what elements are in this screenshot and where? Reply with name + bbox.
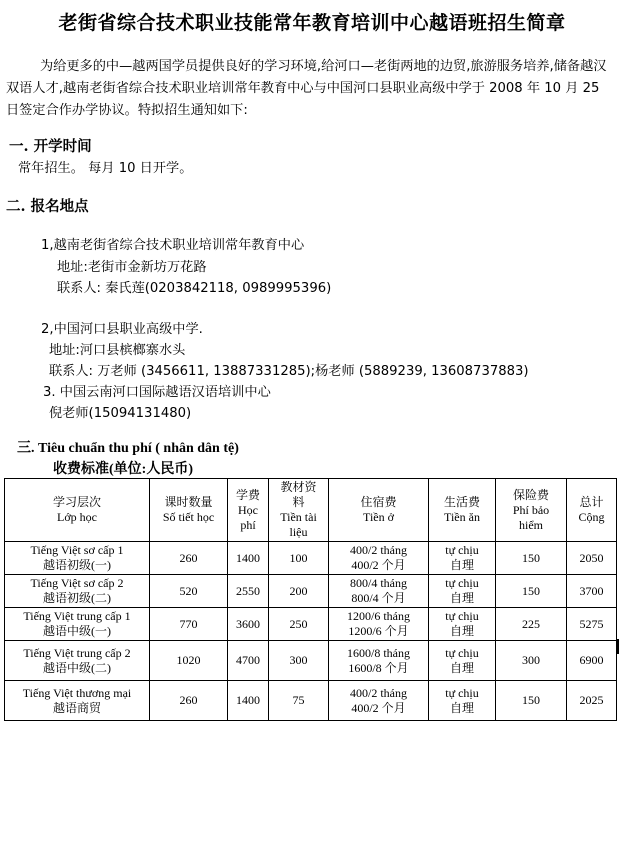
header-hours — [150, 479, 228, 542]
cell-line: tự chịu — [445, 685, 479, 700]
cell-materials: 100 — [269, 542, 329, 575]
section-3-heading: 三. Tiêu chuẩn thu phí ( nhân dân tệ) — [17, 441, 239, 456]
cell-line: 400/2 tháng — [350, 543, 407, 557]
cell-line: Tiếng Việt trung cấp 2 — [23, 645, 131, 660]
cell-living — [429, 575, 496, 608]
cell-total: 3700 — [567, 575, 617, 608]
table-row — [5, 575, 617, 608]
header-line: Phí bảo — [512, 502, 550, 517]
location-3-name: 3. 中国云南河口国际越语汉语培训中心 — [43, 385, 271, 400]
cell-line: Tiếng Việt thương mại — [22, 685, 132, 700]
cell-line: tự chịu — [445, 576, 479, 590]
cell-lodging — [329, 542, 429, 575]
cell-line: tự chịu — [445, 609, 479, 623]
cell-tuition: 1400 — [228, 681, 269, 721]
cell-level — [5, 575, 150, 608]
cell-total: 2050 — [567, 542, 617, 575]
cell-line: Tiếng Việt sơ cấp 2 — [30, 576, 124, 590]
cell-living — [429, 641, 496, 681]
cell-tuition: 1400 — [228, 542, 269, 575]
section-2-heading: 二. 报名地点 — [6, 198, 89, 215]
location-2-contact: 联系人: 万老师 (3456611, 13887331285);杨老师 (5889239, 13608737883) — [49, 364, 529, 379]
header-line: 学习层次 — [52, 495, 101, 509]
cell-line: 1600/8 tháng — [347, 645, 410, 660]
header-line: 料 — [292, 495, 305, 509]
intro-paragraph: 为给更多的中—越两国学员提供良好的学习环境,给河口—老街两地的边贸,旅游服务培养,储备越汉双语人才,越南老街省综合技术职业培训常年教育中心与中国河口县职业高级中学于 2008 年 10 月 25 日签定合作办学协议。特拟招生通知如下: — [6, 59, 607, 118]
cell-materials: 75 — [269, 681, 329, 721]
header-living — [429, 479, 496, 542]
cell-level — [5, 681, 150, 721]
cell-line: 越语中级(二) — [43, 660, 111, 675]
header-line: 总计 — [579, 495, 604, 509]
cell-level — [5, 542, 150, 575]
cell-line: 800/4 个月 — [351, 591, 406, 605]
cell-hours: 520 — [150, 575, 228, 608]
header-lodging — [329, 479, 429, 542]
header-line: 学费 — [235, 487, 260, 502]
cell-living — [429, 542, 496, 575]
fee-table — [4, 478, 617, 721]
table-header-row — [5, 479, 617, 542]
cell-insurance: 150 — [496, 542, 567, 575]
cell-line: 越语初级(一) — [43, 558, 111, 572]
table-row — [5, 681, 617, 721]
table-row — [5, 542, 617, 575]
location-1-contact: 联系人: 秦氏莲(0203842118, 0989995396) — [57, 281, 332, 296]
table-row — [5, 641, 617, 681]
header-line: 教材资 — [280, 480, 317, 494]
cell-line: tự chịu — [445, 543, 479, 557]
cell-line: Tiếng Việt sơ cấp 1 — [30, 543, 124, 557]
cell-hours: 260 — [150, 681, 228, 721]
cell-line: 1200/6 个月 — [348, 624, 409, 638]
header-line: 住宿费 — [360, 495, 397, 509]
header-line: 保险费 — [512, 487, 549, 502]
cell-insurance: 300 — [496, 641, 567, 681]
cell-total: 2025 — [567, 681, 617, 721]
cell-tuition: 4700 — [228, 641, 269, 681]
cell-level — [5, 641, 150, 681]
cell-line: 越语商贸 — [52, 700, 101, 715]
cell-lodging — [329, 608, 429, 641]
document-title: 老街省综合技术职业技能常年教育培训中心越语班招生简章 — [58, 12, 566, 34]
cell-hours: 770 — [150, 608, 228, 641]
section-1-heading: 一. 开学时间 — [9, 138, 92, 155]
cell-materials: 250 — [269, 608, 329, 641]
cell-hours: 260 — [150, 542, 228, 575]
header-line: phí — [240, 517, 256, 532]
cell-lodging — [329, 681, 429, 721]
header-level — [5, 479, 150, 542]
cell-line: Tiếng Việt trung cấp 1 — [23, 609, 131, 623]
cell-insurance: 225 — [496, 608, 567, 641]
cell-lodging — [329, 575, 429, 608]
header-line: Lớp học — [56, 510, 97, 524]
location-1-name: 1,越南老街省综合技术职业培训常年教育中心 — [41, 238, 305, 253]
section-3-subheading: 收费标准(单位:人民币) — [53, 462, 193, 477]
table-row — [5, 608, 617, 641]
cell-line: 越语中级(一) — [43, 624, 111, 638]
cell-line: 400/2 个月 — [351, 700, 406, 715]
cell-materials: 300 — [269, 641, 329, 681]
cell-lodging — [329, 641, 429, 681]
header-line: liệu — [289, 525, 308, 539]
margin-mark — [616, 639, 619, 654]
cell-line: 自理 — [449, 591, 474, 605]
header-line: Học — [238, 502, 258, 517]
header-line: 课时数量 — [164, 495, 213, 509]
cell-insurance: 150 — [496, 681, 567, 721]
cell-tuition: 3600 — [228, 608, 269, 641]
header-line: hiểm — [519, 517, 543, 532]
header-line: Tiền ở — [363, 510, 394, 524]
location-2-address: 地址:河口县槟榔寨水头 — [49, 343, 186, 358]
cell-line: tự chịu — [445, 645, 479, 660]
cell-total: 6900 — [567, 641, 617, 681]
header-line: Tiền ăn — [444, 510, 480, 524]
section-1-text: 常年招生。 每月 10 日开学。 — [18, 161, 193, 176]
header-line: Tiền tài — [280, 510, 317, 524]
cell-line: 1200/6 tháng — [347, 609, 410, 623]
cell-total: 5275 — [567, 608, 617, 641]
cell-line: 400/2 个月 — [351, 558, 406, 572]
cell-line: 自理 — [449, 558, 474, 572]
location-2-name: 2,中国河口县职业高级中学. — [41, 322, 203, 337]
location-1-address: 地址:老街市金新坊万花路 — [57, 260, 207, 275]
header-total — [567, 479, 617, 542]
cell-level — [5, 608, 150, 641]
header-line: 生活费 — [443, 495, 480, 509]
header-line: Cộng — [578, 510, 605, 524]
cell-insurance: 150 — [496, 575, 567, 608]
header-line: Số tiết học — [162, 510, 215, 524]
cell-line: 400/2 tháng — [350, 685, 407, 700]
header-tuition — [228, 479, 269, 542]
header-insurance — [496, 479, 567, 542]
cell-line: 自理 — [449, 624, 474, 638]
location-3-contact: 倪老师(15094131480) — [49, 406, 192, 421]
cell-materials: 200 — [269, 575, 329, 608]
cell-living — [429, 608, 496, 641]
cell-hours: 1020 — [150, 641, 228, 681]
cell-line: 越语初级(二) — [43, 591, 111, 605]
cell-living — [429, 681, 496, 721]
cell-line: 自理 — [449, 660, 474, 675]
cell-line: 800/4 tháng — [350, 576, 407, 590]
cell-line: 1600/8 个月 — [348, 660, 409, 675]
cell-line: 自理 — [449, 700, 474, 715]
header-materials — [269, 479, 329, 542]
cell-tuition: 2550 — [228, 575, 269, 608]
